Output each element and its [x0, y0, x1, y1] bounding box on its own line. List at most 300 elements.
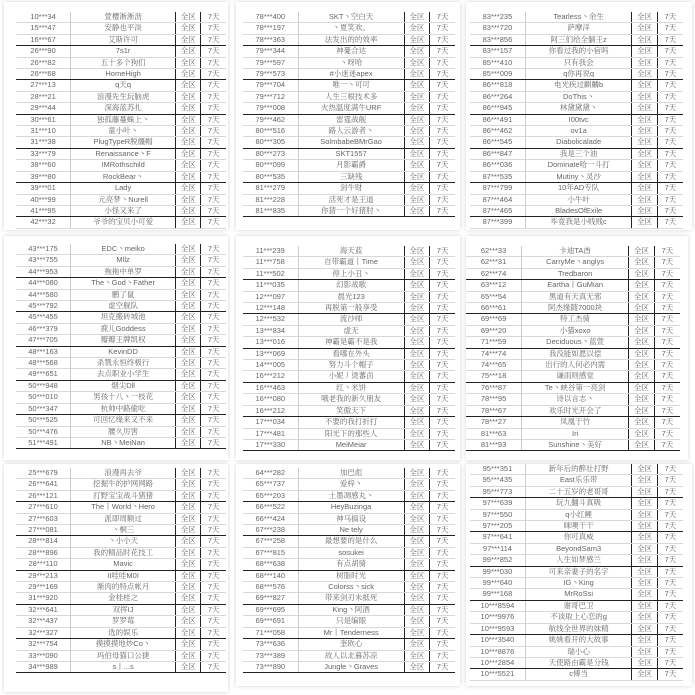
table-row: [243, 194, 455, 205]
table-row: [470, 12, 683, 23]
player-name-cell: Tearless丶余生: [525, 12, 632, 23]
player-id-cell: 64***282: [243, 468, 298, 479]
table-row: [470, 464, 683, 475]
duration-cell: 7天: [201, 301, 226, 312]
player-name-cell: 男孩十八丶一枝花: [71, 392, 176, 403]
server-region-cell: 全区: [404, 257, 429, 268]
player-id-cell: 67***238: [243, 525, 298, 536]
server-region-cell: 全区: [632, 578, 658, 589]
duration-cell: 7天: [430, 69, 455, 80]
duration-cell: 7天: [430, 268, 455, 279]
duration-cell: 7天: [657, 12, 683, 23]
table-row: [16, 380, 226, 391]
player-name-cell: NB丶MeiNan: [71, 437, 176, 448]
player-name-cell: 带来剑刃未抵死: [298, 593, 404, 604]
duration-cell: 7天: [430, 661, 455, 672]
player-name-cell: 可回忆缘来又不来: [71, 415, 176, 426]
table-row: [470, 509, 683, 520]
player-name-cell: 姚姚看开的大故事: [525, 635, 632, 646]
duration-cell: 7天: [430, 314, 455, 325]
player-id-cell: 40***99: [16, 194, 71, 205]
player-name-cell: 咪噢干干: [525, 521, 632, 532]
server-region-cell: 全区: [629, 257, 655, 268]
duration-cell: 7天: [654, 360, 680, 371]
duration-cell: 7天: [430, 171, 455, 182]
duration-cell: 7天: [201, 570, 226, 581]
table-row: [243, 348, 455, 359]
server-region-cell: 全区: [176, 126, 201, 137]
player-id-cell: 31***10: [16, 126, 71, 137]
server-region-cell: 全区: [632, 80, 658, 91]
player-name-cell: 虚无: [298, 325, 404, 336]
player-id-cell: 86***462: [470, 126, 525, 137]
player-id-cell: 62***31: [466, 257, 522, 268]
duration-cell: 7天: [430, 46, 455, 57]
server-region-cell: 全区: [632, 475, 658, 486]
table-row: [243, 582, 455, 593]
server-region-cell: 全区: [404, 337, 429, 348]
player-id-cell: 49***651: [16, 369, 71, 380]
table-row: [470, 183, 683, 194]
server-region-cell: 全区: [404, 148, 429, 159]
server-region-cell: 全区: [404, 126, 429, 137]
server-region-cell: 全区: [632, 160, 658, 171]
player-id-cell: 79***344: [243, 46, 298, 57]
player-name-cell: 小猫xoxo: [522, 325, 629, 336]
player-id-cell: 78***400: [243, 12, 298, 23]
duration-cell: 7天: [201, 559, 226, 570]
player-id-cell: 80***099: [243, 160, 298, 171]
player-name-cell: 10年AD专队: [525, 183, 632, 194]
player-id-cell: 69***691: [243, 616, 298, 627]
player-name-cell: 停上小丑丶: [298, 268, 404, 279]
player-name-cell: MeiMeiar: [298, 439, 404, 450]
player-id-cell: 28***21: [16, 91, 71, 102]
table-row: [16, 301, 226, 312]
table-row: [243, 268, 455, 279]
player-id-cell: 10***8876: [470, 646, 525, 657]
player-name-cell: 爷爷的宝贝小可爱: [71, 217, 176, 228]
server-region-cell: 全区: [404, 46, 429, 57]
server-region-cell: 全区: [632, 498, 658, 509]
player-id-cell: 33***79: [16, 148, 71, 159]
player-name-cell: IG丶King: [525, 578, 632, 589]
player-id-cell: 95***435: [470, 475, 525, 486]
table-row: [243, 382, 455, 393]
player-name-cell: 童小叶丶: [71, 126, 176, 137]
duration-cell: 7天: [430, 12, 455, 23]
player-name-cell: q天q: [71, 80, 176, 91]
player-name-cell: SolmbabeBMrGao: [298, 137, 404, 148]
duration-cell: 7天: [654, 280, 680, 291]
player-id-cell: 73***389: [243, 650, 298, 661]
duration-cell: 7天: [654, 314, 680, 325]
player-name-cell: 法发出的的效率: [298, 34, 404, 45]
table-row: [466, 371, 680, 382]
player-name-cell: Diabolicalade: [525, 137, 632, 148]
player-name-cell: 阳光下的那些人: [298, 428, 404, 439]
duration-cell: 7天: [201, 616, 226, 627]
player-id-cell: 65***737: [243, 479, 298, 490]
player-name-cell: 选的娱乐: [71, 627, 176, 638]
player-id-cell: 12***097: [243, 291, 298, 302]
duration-cell: 7天: [201, 255, 226, 266]
duration-cell: 7天: [654, 417, 680, 428]
table-row: [470, 475, 683, 486]
player-id-cell: 71***058: [243, 627, 298, 638]
table-row: [470, 623, 683, 634]
server-region-cell: 全区: [404, 417, 429, 428]
table-row: [470, 600, 683, 611]
duration-cell: 7天: [430, 183, 455, 194]
table-row: [16, 114, 226, 125]
player-name-cell: 玩九翻斗真吸: [525, 498, 632, 509]
table-row: [16, 570, 226, 581]
server-region-cell: 全区: [176, 183, 201, 194]
table-row: [466, 360, 680, 371]
server-region-cell: 全区: [632, 114, 658, 125]
duration-cell: 7天: [201, 335, 226, 346]
server-region-cell: 全区: [176, 114, 201, 125]
player-id-cell: 32***327: [16, 627, 71, 638]
player-id-cell: 95***351: [470, 464, 525, 475]
player-name-cell: Colorss丶sick: [298, 582, 404, 593]
player-name-cell: Mllz: [71, 255, 176, 266]
server-region-cell: 全区: [176, 582, 201, 593]
duration-cell: 7天: [201, 91, 226, 102]
duration-cell: 7天: [201, 289, 226, 300]
duration-cell: 7天: [657, 217, 683, 228]
table-row: [243, 291, 455, 302]
table-row: [466, 382, 680, 393]
player-id-cell: 10***5521: [470, 669, 525, 680]
player-id-cell: 80***535: [243, 171, 298, 182]
duration-cell: 7天: [430, 160, 455, 171]
server-region-cell: 全区: [404, 502, 429, 513]
server-region-cell: 全区: [176, 194, 201, 205]
player-id-cell: 97***550: [470, 509, 525, 520]
player-name-cell: 瓣瓣王牌凯权: [71, 335, 176, 346]
player-id-cell: 28***896: [16, 547, 71, 558]
table-row: [16, 369, 226, 380]
player-id-cell: 66***522: [243, 502, 298, 513]
duration-cell: 7天: [201, 392, 226, 403]
table-row: [16, 502, 226, 513]
player-id-cell: 29***169: [16, 582, 71, 593]
player-id-cell: 39***01: [16, 183, 71, 194]
table-row: [243, 604, 455, 615]
table-row: [470, 657, 683, 668]
table-row: [470, 46, 683, 57]
server-region-cell: 全区: [176, 244, 201, 255]
duration-cell: 7天: [654, 405, 680, 416]
server-region-cell: 全区: [632, 486, 658, 497]
player-name-cell: 你猜一个好猪肘丶: [298, 205, 404, 216]
duration-cell: 7天: [430, 593, 455, 604]
table-row: [16, 148, 226, 159]
duration-cell: 7天: [201, 426, 226, 437]
table-row: [243, 639, 455, 650]
reward-table: [243, 468, 455, 673]
duration-cell: 7天: [430, 394, 455, 405]
player-name-cell: 天使路由霸是分钱: [525, 657, 632, 668]
duration-cell: 7天: [430, 126, 455, 137]
table-row: [16, 103, 226, 114]
player-id-cell: 10***34: [16, 12, 71, 23]
player-id-cell: 83***157: [470, 46, 525, 57]
server-region-cell: 全区: [632, 171, 658, 182]
duration-cell: 7天: [430, 616, 455, 627]
server-region-cell: 全区: [176, 380, 201, 391]
player-id-cell: 79***597: [243, 57, 298, 68]
duration-cell: 7天: [430, 502, 455, 513]
player-name-cell: Lady: [71, 183, 176, 194]
table-row: [470, 566, 683, 577]
player-id-cell: 50***525: [16, 415, 71, 426]
duration-cell: 7天: [657, 183, 683, 194]
table-row: [466, 439, 680, 450]
duration-cell: 7天: [201, 525, 226, 536]
duration-cell: 7天: [657, 148, 683, 159]
server-region-cell: 全区: [629, 314, 655, 325]
player-name-cell: 凤凰于竹: [522, 417, 629, 428]
server-region-cell: 全区: [176, 335, 201, 346]
server-region-cell: 全区: [176, 536, 201, 547]
server-region-cell: 全区: [632, 34, 658, 45]
player-id-cell: 79***712: [243, 91, 298, 102]
player-name-cell: s丨...s: [71, 661, 176, 672]
player-id-cell: 97***205: [470, 521, 525, 532]
table-row: [243, 148, 455, 159]
server-region-cell: 全区: [629, 417, 655, 428]
duration-cell: 7天: [657, 578, 683, 589]
duration-cell: 7天: [201, 69, 226, 80]
table-row: [470, 137, 683, 148]
server-region-cell: 全区: [176, 490, 201, 501]
table-row: [16, 392, 226, 403]
server-region-cell: 全区: [632, 589, 658, 600]
player-id-cell: 76***87: [466, 382, 522, 393]
player-name-cell: 欢乐时光开会了: [522, 405, 629, 416]
server-region-cell: 全区: [176, 217, 201, 228]
player-id-cell: 81***63: [466, 428, 522, 439]
player-name-cell: Jungle丶Graves: [298, 661, 404, 672]
table-row: [16, 616, 226, 627]
reward-table: [243, 246, 455, 451]
player-name-cell: 小妮丿烫蕃卤: [298, 371, 404, 382]
table-row: [16, 468, 226, 479]
server-region-cell: 全区: [404, 325, 429, 336]
duration-cell: 7天: [657, 509, 683, 520]
table-row: [243, 314, 455, 325]
server-region-cell: 全区: [176, 616, 201, 627]
player-name-cell: 再脱第一般享受: [298, 303, 404, 314]
table-row: [243, 616, 455, 627]
table-row: [16, 604, 226, 615]
duration-cell: 7天: [430, 325, 455, 336]
duration-cell: 7天: [657, 635, 683, 646]
player-name-cell: 活死才是王道: [298, 194, 404, 205]
table-row: [470, 91, 683, 102]
table-row: [243, 394, 455, 405]
table-row: [16, 415, 226, 426]
player-id-cell: 11***758: [243, 257, 298, 268]
player-id-cell: 78***197: [243, 23, 298, 34]
player-name-cell: 我的精品时花技工: [71, 547, 176, 558]
player-id-cell: 29***213: [16, 570, 71, 581]
table-row: [243, 468, 455, 479]
table-row: [466, 280, 680, 291]
duration-cell: 7天: [657, 57, 683, 68]
duration-cell: 7天: [201, 479, 226, 490]
player-id-cell: 31***920: [16, 593, 71, 604]
table-row: [243, 593, 455, 604]
server-region-cell: 全区: [176, 255, 201, 266]
table-row: [470, 521, 683, 532]
player-name-cell: 元亮梦丶Nurell: [71, 194, 176, 205]
server-region-cell: 全区: [404, 525, 429, 536]
player-id-cell: 63***12: [466, 280, 522, 291]
table-row: [16, 244, 226, 255]
player-name-cell: 鹿儿Goddess: [71, 323, 176, 334]
server-region-cell: 全区: [176, 23, 201, 34]
table-row: [16, 335, 226, 346]
table-row: [16, 661, 226, 672]
player-name-cell: 新年后的醉壮打野: [525, 464, 632, 475]
player-id-cell: 80***305: [243, 137, 298, 148]
player-id-cell: 29***44: [16, 103, 71, 114]
table-row: [243, 627, 455, 638]
player-name-cell: 卡迪TA酋: [522, 246, 629, 257]
player-id-cell: 67***815: [243, 547, 298, 558]
server-region-cell: 全区: [404, 382, 429, 393]
duration-cell: 7天: [654, 303, 680, 314]
player-name-cell: 挖掘牛的护网网路: [71, 479, 176, 490]
duration-cell: 7天: [657, 646, 683, 657]
duration-cell: 7天: [657, 612, 683, 623]
duration-cell: 7天: [430, 360, 455, 371]
player-name-cell: 我没能如愿以偿: [522, 348, 629, 359]
server-region-cell: 全区: [632, 600, 658, 611]
duration-cell: 7天: [201, 380, 226, 391]
player-id-cell: 99***030: [470, 566, 525, 577]
reward-table: [470, 464, 683, 681]
player-name-cell: 神马搞设: [298, 513, 404, 524]
table-row: [16, 46, 226, 57]
player-id-cell: 28***110: [16, 559, 71, 570]
player-id-cell: 26***82: [16, 57, 71, 68]
table-row: [466, 268, 680, 279]
duration-cell: 7天: [657, 80, 683, 91]
server-region-cell: 全区: [632, 183, 658, 194]
duration-cell: 7天: [201, 12, 226, 23]
table-row: [16, 403, 226, 414]
server-region-cell: 全区: [629, 394, 655, 405]
player-id-cell: 78***95: [466, 394, 522, 405]
duration-cell: 7天: [657, 498, 683, 509]
player-name-cell: ov1a: [525, 126, 632, 137]
table-row: [243, 513, 455, 524]
table-screenshot-panel: [236, 464, 460, 686]
table-row: [16, 426, 226, 437]
player-id-cell: 62***74: [466, 268, 522, 279]
server-region-cell: 全区: [404, 604, 429, 615]
server-region-cell: 全区: [404, 428, 429, 439]
server-region-cell: 全区: [632, 23, 658, 34]
player-name-cell: 土墨凋感丸丶: [298, 490, 404, 501]
duration-cell: 7天: [430, 570, 455, 581]
duration-cell: 7天: [657, 521, 683, 532]
server-region-cell: 全区: [404, 171, 429, 182]
duration-cell: 7天: [430, 337, 455, 348]
table-screenshot-panel: [236, 236, 460, 460]
duration-cell: 7天: [430, 417, 455, 428]
player-id-cell: 45***792: [16, 301, 71, 312]
table-row: [466, 417, 680, 428]
duration-cell: 7天: [201, 650, 226, 661]
duration-cell: 7天: [201, 148, 226, 159]
duration-cell: 7天: [201, 604, 226, 615]
server-region-cell: 全区: [404, 593, 429, 604]
table-row: [16, 479, 226, 490]
table-row: [470, 217, 683, 228]
player-id-cell: 99***852: [470, 555, 525, 566]
table-row: [470, 612, 683, 623]
player-name-cell: q你再说q: [525, 69, 632, 80]
player-name-cell: II哇哇M0I: [71, 570, 176, 581]
table-row: [470, 555, 683, 566]
player-id-cell: 68***576: [243, 582, 298, 593]
player-id-cell: 10***9593: [470, 623, 525, 634]
table-row: [243, 547, 455, 558]
table-row: [470, 578, 683, 589]
server-region-cell: 全区: [404, 80, 429, 91]
duration-cell: 7天: [657, 669, 683, 680]
server-region-cell: 全区: [176, 570, 201, 581]
duration-cell: 7天: [201, 183, 226, 194]
duration-cell: 7天: [201, 205, 226, 216]
player-id-cell: 17***481: [243, 428, 298, 439]
server-region-cell: 全区: [632, 91, 658, 102]
player-id-cell: 69***827: [243, 593, 298, 604]
player-id-cell: 39***80: [16, 171, 71, 182]
server-region-cell: 全区: [176, 46, 201, 57]
player-name-cell: 你可真威: [525, 532, 632, 543]
player-id-cell: 87***799: [470, 183, 525, 194]
player-name-cell: 树脂时光: [298, 570, 404, 581]
player-name-cell: 毕竟我是小贱贱c: [525, 217, 632, 228]
server-region-cell: 全区: [629, 405, 655, 416]
player-name-cell: 丶呀哈: [298, 57, 404, 68]
player-name-cell: 林黛黛黛丶: [525, 103, 632, 114]
player-id-cell: 86***036: [470, 160, 525, 171]
server-region-cell: 全区: [632, 69, 658, 80]
server-region-cell: 全区: [176, 468, 201, 479]
server-region-cell: 全区: [629, 291, 655, 302]
player-name-cell: 金桂桂之: [71, 593, 176, 604]
player-name-cell: 自带霸道丨Time: [298, 257, 404, 268]
duration-cell: 7天: [430, 639, 455, 650]
duration-cell: 7天: [430, 604, 455, 615]
duration-cell: 7天: [654, 268, 680, 279]
duration-cell: 7天: [201, 490, 226, 501]
player-name-cell: 海天蓝: [298, 246, 404, 257]
player-id-cell: 27***13: [16, 80, 71, 91]
server-region-cell: 全区: [404, 405, 429, 416]
player-id-cell: 11***502: [243, 268, 298, 279]
table-screenshot-panel: [466, 464, 692, 686]
player-id-cell: 26***121: [16, 490, 71, 501]
